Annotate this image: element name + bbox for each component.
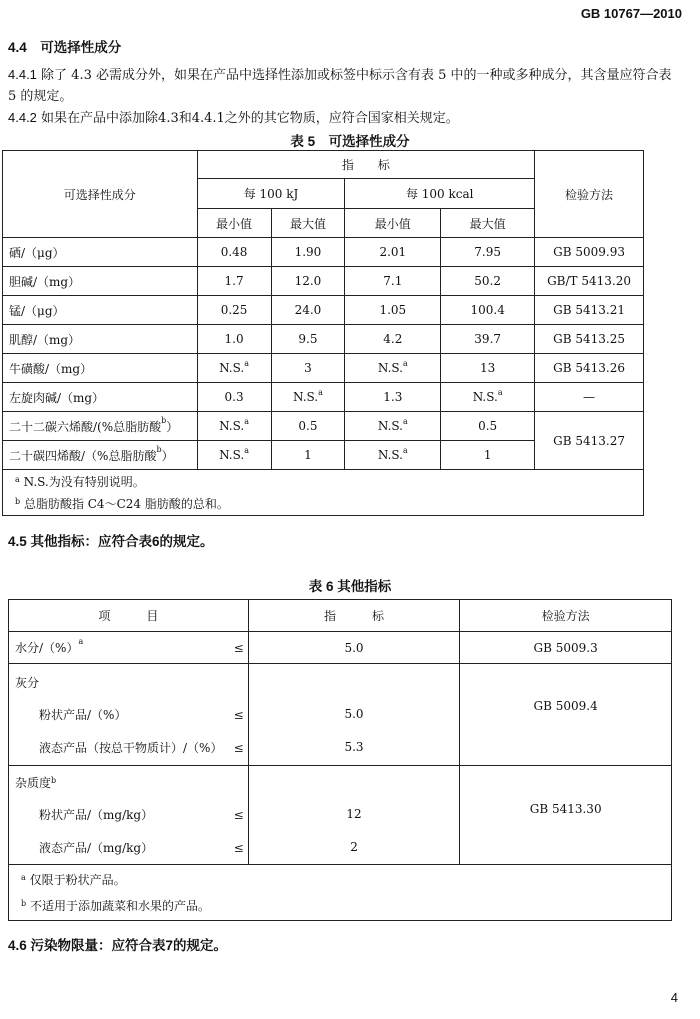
clause-4-4-1 [8,64,676,107]
footnote-mark: a [21,872,26,882]
item-cell [9,664,249,766]
table-row [3,238,644,267]
value-cell: 100.4 [441,296,535,325]
footnote-a [21,867,667,893]
header-max: 最大值 [441,209,535,238]
item-label: 灰分 [15,676,40,690]
footnote-mark: b [161,415,167,425]
table-row [3,296,644,325]
value-cell [441,383,535,412]
footnote-mark: a [244,446,250,455]
method-cell: GB/T 5413.20 [535,267,644,296]
clause-text: 除了 4.3 必需成分外，如果在产品中选择性添加或标签中标示含有表 5 中的一种或多种成分，其含量应符合表 5 的规定。 [8,68,672,104]
footnote-b [15,493,639,515]
header-method: 检验方法 [535,151,644,238]
value-cell [345,441,441,470]
footnote-mark: a [318,388,323,397]
value-cell: 50.2 [441,267,535,296]
sub-item-label: 液态产品（按总干物质计）/（%） [39,741,223,755]
value-cell [345,354,441,383]
value-text: N.S. [219,419,245,433]
component-name: 锰/（μg） [3,296,198,325]
section-4-4-title: 4.4 可选择性成分 [8,40,122,55]
footnote-mark: b [15,496,21,506]
value-cell: 0.48 [197,238,271,267]
footnote-text: 仅限于粉状产品。 [25,872,126,887]
le-sign: ≤ [233,640,244,655]
table-row [3,325,644,354]
value-cell [197,412,271,441]
value-cell: 9.5 [271,325,345,354]
value-text: 2 [350,840,358,854]
table-row [9,664,672,766]
value-cell: 5.0 [248,632,460,664]
header-indicator: 指 标 [248,600,460,632]
sub-item-label: 粉状产品/（mg/kg） [39,808,154,822]
table-row [3,267,644,296]
method-cell: GB 5413.25 [535,325,644,354]
footnote-mark: a [244,417,250,426]
section-4-6-title: 4.6 污染物限量：应符合表7的规定。 [8,938,228,953]
value-cell [248,766,460,865]
table-5 [2,150,644,516]
value-cell: 1.05 [345,296,441,325]
le-sign: ≤ [233,740,244,755]
value-cell: 1.3 [345,383,441,412]
component-text: 二十碳四烯酸/（%总脂肪酸 [9,448,157,463]
value-cell: 1 [271,441,345,470]
clause-4-4-2 [8,107,676,129]
value-cell [197,441,271,470]
component-name [3,412,198,441]
method-cell: GB 5413.26 [535,354,644,383]
clause-number: 4.4.2 [8,110,37,125]
value-cell [345,412,441,441]
component-name: 硒/（μg） [3,238,198,267]
value-cell [271,383,345,412]
clause-text: 如果在产品中添加除4.3和4.4.1之外的其它物质，应符合国家相关规定。 [36,111,459,126]
value-text: N.S. [377,448,403,462]
component-name [3,441,198,470]
footnote-mark: b [21,898,27,908]
value-cell: 0.5 [271,412,345,441]
header-component: 可选择性成分 [3,151,198,238]
page-number: 4 [670,990,678,1005]
table-6 [8,599,672,921]
table-row [9,632,672,664]
value-cell: 0.5 [441,412,535,441]
item-label: 水分/（%） [15,641,79,655]
item-label: 杂质度 [15,776,52,790]
method-cell: GB 5009.4 [460,664,672,766]
table-5-caption: 表 5 可选择性成分 [290,134,410,149]
value-cell: 1.90 [271,238,345,267]
table-row [3,412,644,441]
footnote-mark: a [403,417,408,426]
standard-number: GB 10767—2010 [580,6,682,21]
footnote-mark: b [156,444,162,454]
value-text: N.S. [219,361,245,375]
clause-number: 4.4.1 [8,67,37,82]
value-text: N.S. [377,419,403,433]
value-cell: 39.7 [441,325,535,354]
value-cell: 2.01 [345,238,441,267]
footnote-b [21,893,667,919]
footnote-text: N.S.为没有特别说明。 [19,474,145,489]
value-cell: 12.0 [271,267,345,296]
footnote-mark: a [244,359,250,368]
footnote-text: 总脂肪酸指 C4～C24 脂肪酸的总和。 [20,496,229,511]
le-sign: ≤ [233,807,244,822]
component-name: 牛磺酸/（mg） [3,354,198,383]
header-per-100kj: 每 100 kJ [197,179,345,209]
value-text: 5.0 [344,707,364,721]
le-sign: ≤ [233,840,244,855]
value-cell: 1 [441,441,535,470]
value-cell [248,664,460,766]
table-6-caption: 表 6 其他指标 [308,579,392,594]
footnote-text: 不适用于添加蔬菜和水果的产品。 [26,898,210,913]
table-row [3,354,644,383]
method-cell: GB 5413.27 [535,412,644,470]
value-text: N.S. [292,390,319,404]
footnote-mark: a [497,388,503,397]
value-cell: 7.95 [441,238,535,267]
component-text: 二十二碳六烯酸/(%总脂肪酸 [9,419,162,434]
sub-item-label: 液态产品/（mg/kg） [39,841,154,855]
value-cell: 24.0 [271,296,345,325]
header-method: 检验方法 [460,600,672,632]
method-cell: — [535,383,644,412]
value-cell: 1.0 [197,325,271,354]
le-sign: ≤ [233,707,244,722]
header-min: 最小值 [197,209,271,238]
method-cell: GB 5413.21 [535,296,644,325]
header-item: 项 目 [9,600,249,632]
footnote-a [15,471,639,493]
value-text: 12 [346,807,362,821]
value-cell: 1.7 [197,267,271,296]
component-name: 肌醇/（mg） [3,325,198,354]
footnote-mark: a [403,359,408,368]
item-cell [9,766,249,865]
close-paren: ） [166,419,179,434]
table-5-notes [3,470,644,516]
value-text: N.S. [219,448,245,462]
header-per-100kcal: 每 100 kcal [345,179,535,209]
method-cell: GB 5413.30 [460,766,672,865]
sub-item-label: 粉状产品/（%） [39,708,127,722]
footnote-mark: b [51,776,57,785]
value-cell: 7.1 [345,267,441,296]
footnote-mark: a [15,474,20,484]
component-name: 左旋肉碱/（mg） [3,383,198,412]
table-6-notes [9,865,672,921]
value-cell: 0.25 [197,296,271,325]
component-name: 胆碱/（mg） [3,267,198,296]
close-paren: ） [161,448,174,463]
value-cell: 3 [271,354,345,383]
header-max: 最大值 [271,209,345,238]
value-text: N.S. [472,390,498,404]
footnote-mark: a [78,637,84,646]
footnote-mark: a [403,446,408,455]
value-text: 5.3 [344,740,364,754]
value-cell: 4.2 [345,325,441,354]
item-cell [9,632,249,664]
header-indicator: 指 标 [197,151,534,179]
header-min: 最小值 [345,209,441,238]
value-cell: 0.3 [197,383,271,412]
method-cell: GB 5009.3 [460,632,672,664]
value-cell [197,354,271,383]
method-cell: GB 5009.93 [535,238,644,267]
value-cell: 13 [441,354,535,383]
section-4-5-title: 4.5 其他指标：应符合表6的规定。 [8,534,214,549]
value-text: N.S. [377,361,403,375]
table-row [9,766,672,865]
table-row [3,383,644,412]
